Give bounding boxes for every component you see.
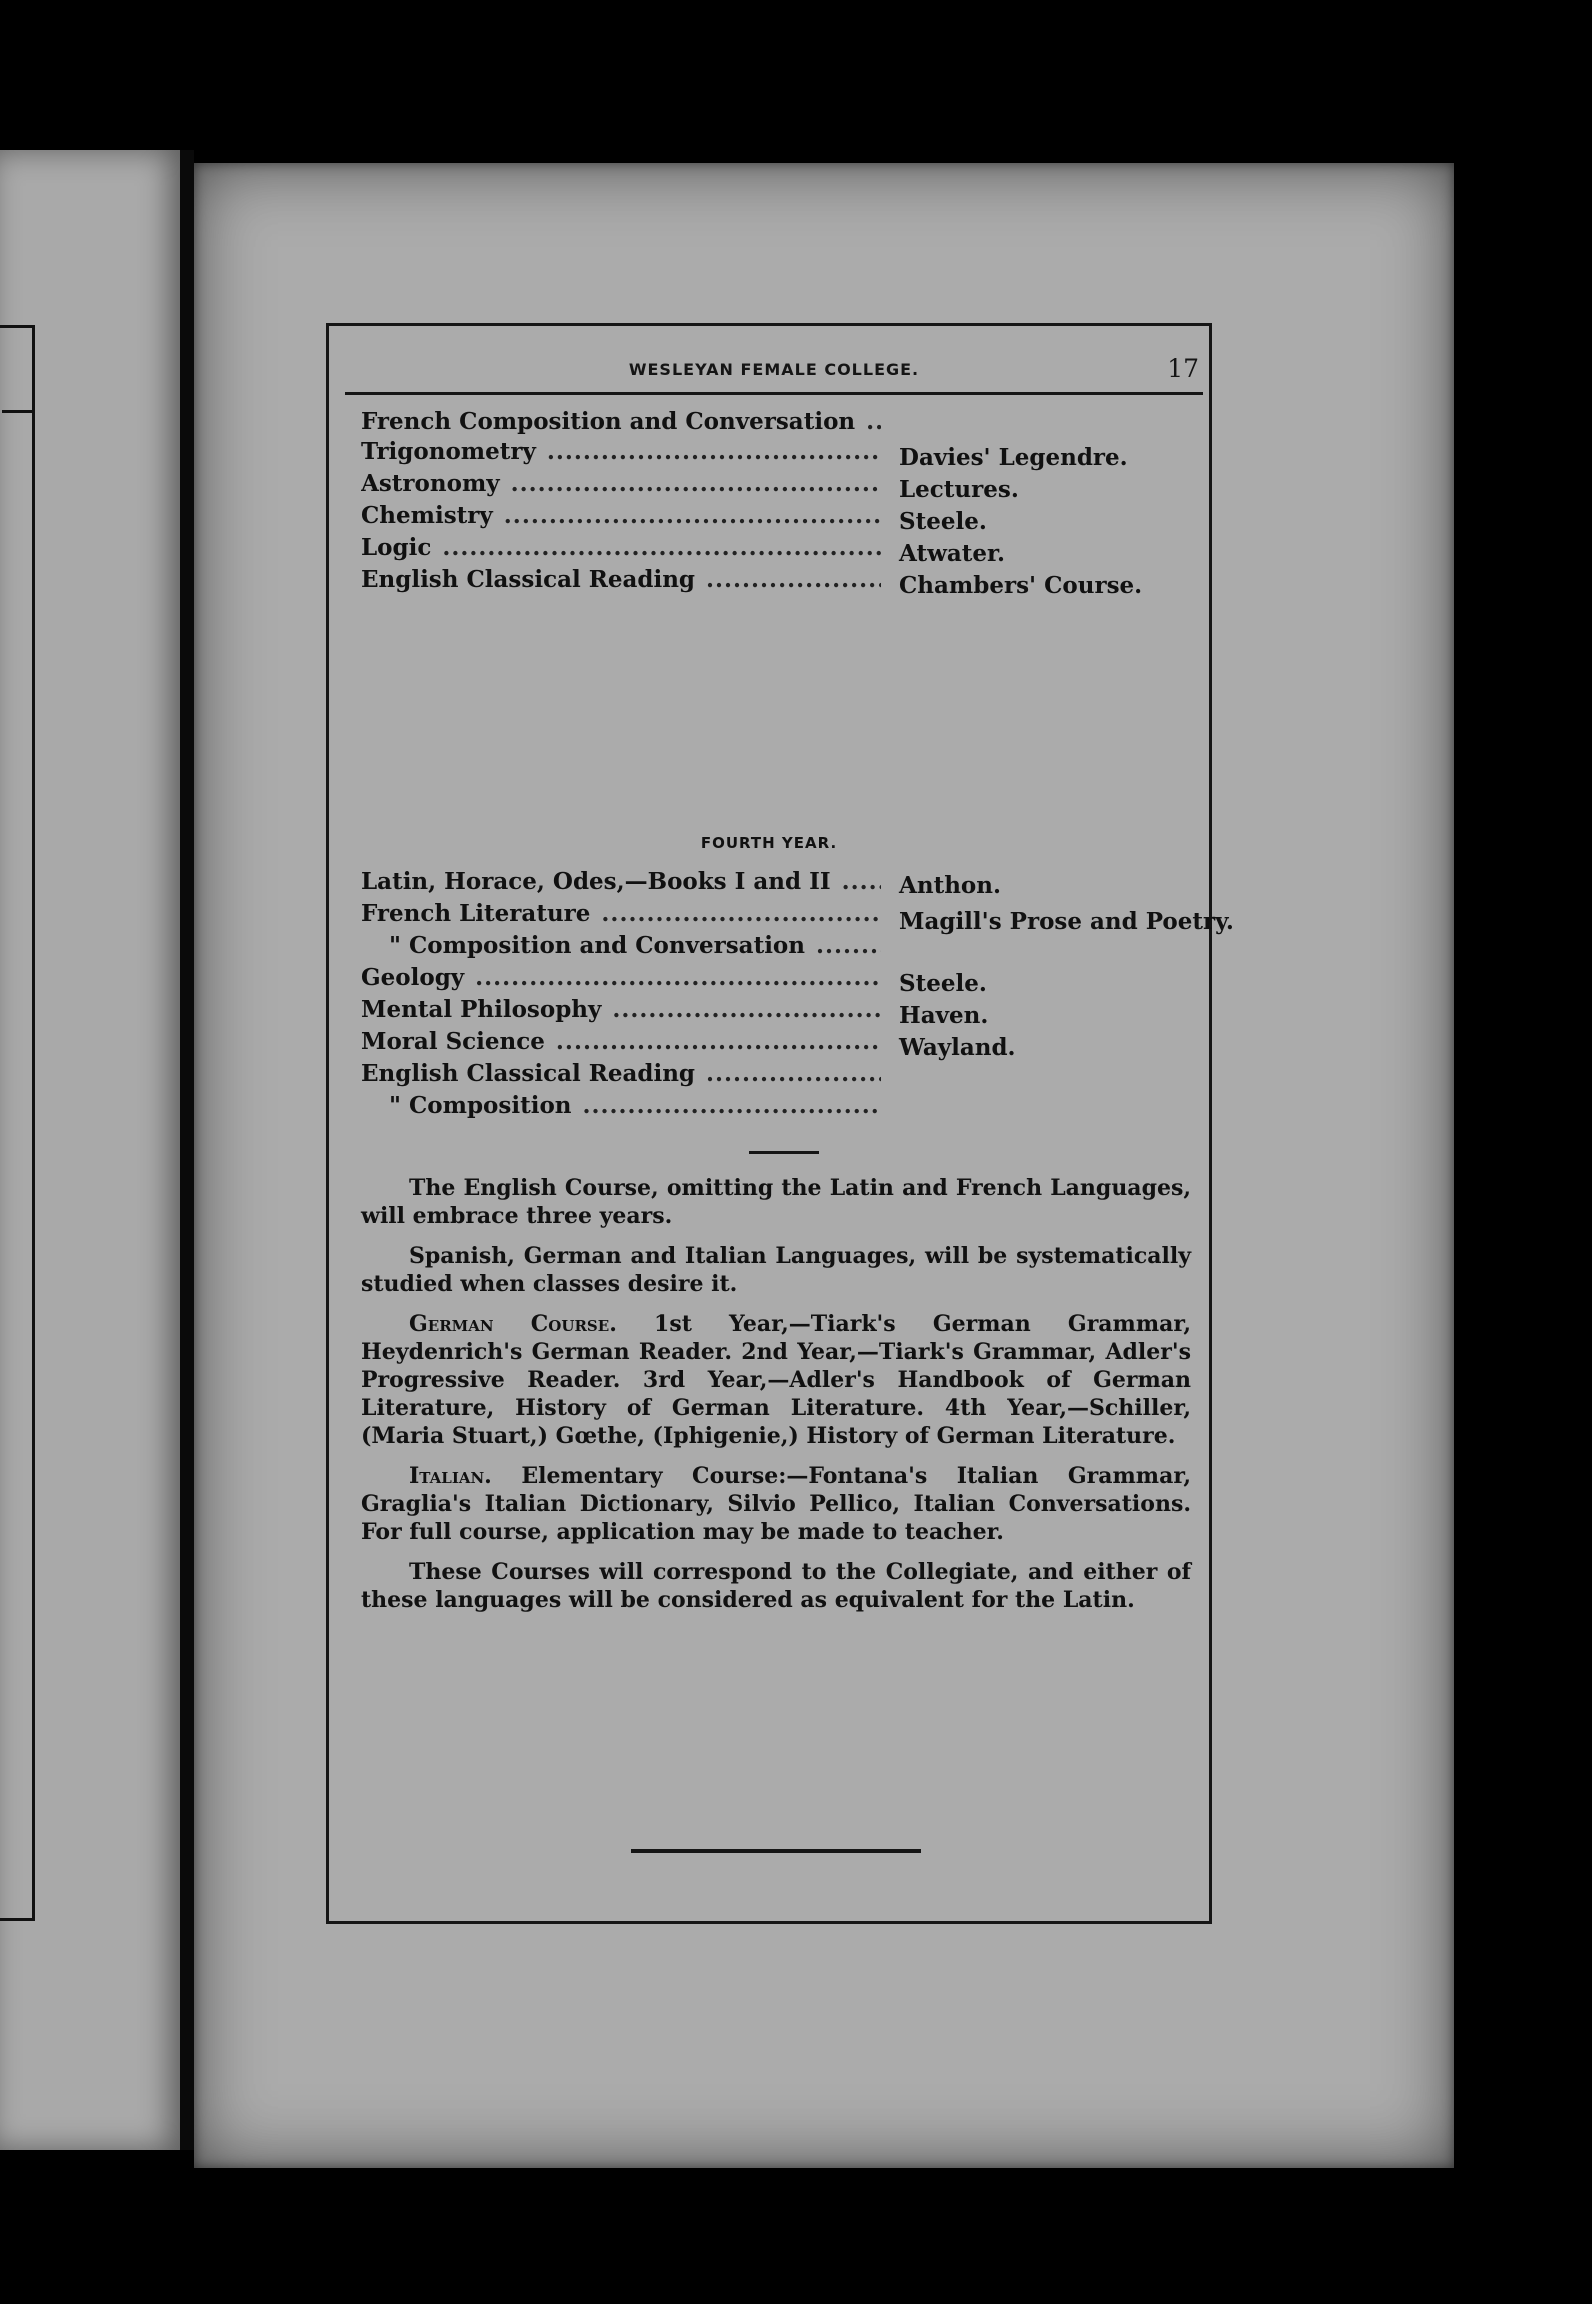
course-row xyxy=(361,866,1181,898)
course-subject: Trigonometry xyxy=(361,438,536,465)
page-frame xyxy=(326,323,1234,1924)
course-subject: French Literature xyxy=(361,900,591,927)
italian-course-text: Elementary Course:—Fontana's Italian Grammar, Graglia's Italian Dictionary, Silvio Pellico, Italian Conversations. For full course, application may be made to teacher. xyxy=(361,1463,1191,1545)
italian-course-paragraph xyxy=(361,1462,1191,1546)
course-subject: " Composition and Conversation xyxy=(361,932,807,959)
course-textbook: Wayland. xyxy=(899,1034,1016,1061)
course-row xyxy=(361,898,1234,935)
fourth-year-course-list xyxy=(361,866,1234,1122)
page-number: 17 xyxy=(1167,354,1199,383)
german-course-text: 1st Year,—Tiark's German Grammar, Heydenrich's German Reader. 2nd Year,—Tiark's Grammar, Adler's Progressive Reader. 3rd Year,—Adler's Handbook of German Literature, History of German Literature. 4th Year,—Schiller, (Maria Stuart,) Gœthe, (Iphigenie,) History of German Literature. xyxy=(361,1311,1191,1449)
course-row xyxy=(361,930,1181,962)
course-row xyxy=(361,1026,1181,1061)
closing-paragraph: These Courses will correspond to the Collegiate, and either of these languages will be considered as equivalent for the Latin. xyxy=(361,1559,1191,1613)
course-notes xyxy=(361,1174,1191,1626)
course-subject: English Classical Reading xyxy=(361,1060,695,1087)
course-textbook: Lectures. xyxy=(899,476,1019,503)
course-subject: French Composition and Conversation xyxy=(361,408,856,435)
facing-page-edge xyxy=(0,150,180,2150)
italian-course-label: Italian. xyxy=(409,1463,492,1489)
course-row xyxy=(361,1090,1181,1122)
running-title: WESLEYAN FEMALE COLLEGE. xyxy=(628,360,920,379)
course-textbook: Anthon. xyxy=(899,872,1001,899)
german-course-paragraph xyxy=(361,1310,1191,1450)
book-gutter xyxy=(180,150,194,2150)
course-subject: " Composition xyxy=(361,1092,574,1119)
course-subject: Mental Philosophy xyxy=(361,996,602,1023)
course-subject: Geology xyxy=(361,964,465,991)
languages-paragraph: Spanish, German and Italian Languages, will be systematically studied when classes desire it. xyxy=(361,1243,1191,1297)
course-row xyxy=(361,564,1181,599)
third-year-course-list xyxy=(361,406,1181,599)
course-subject: Chemistry xyxy=(361,502,493,529)
page-header xyxy=(345,352,1203,395)
course-textbook: Davies' Legendre. xyxy=(899,444,1128,471)
english-course-paragraph: The English Course, omitting the Latin and French Languages, will embrace three years. xyxy=(361,1175,1191,1229)
course-subject: Astronomy xyxy=(361,470,500,497)
course-subject: Latin, Horace, Odes,—Books I and II xyxy=(361,868,831,895)
course-textbook: Steele. xyxy=(899,508,987,535)
book-page xyxy=(194,163,1454,2168)
facing-page-frame xyxy=(0,325,35,1921)
course-textbook: Chambers' Course. xyxy=(899,572,1143,599)
course-row xyxy=(361,468,1181,503)
course-textbook: Steele. xyxy=(899,970,987,997)
section-divider xyxy=(749,1151,819,1154)
course-textbook: Haven. xyxy=(899,1002,989,1029)
fourth-year-heading: FOURTH YEAR. xyxy=(700,834,838,852)
german-course-label: German Course. xyxy=(409,1311,617,1337)
course-row xyxy=(361,994,1181,1029)
facing-page-rule xyxy=(2,410,32,413)
course-row xyxy=(361,532,1181,567)
course-textbook: Magill's Prose and Poetry. xyxy=(899,908,1234,935)
course-row xyxy=(361,436,1181,471)
course-subject: Moral Science xyxy=(361,1028,545,1055)
course-textbook: Atwater. xyxy=(899,540,1006,567)
course-row xyxy=(361,962,1181,997)
course-row xyxy=(361,500,1181,535)
course-row xyxy=(361,1058,1181,1090)
course-row xyxy=(361,406,1181,436)
course-subject: English Classical Reading xyxy=(361,566,695,593)
end-rule xyxy=(631,1849,921,1853)
course-subject: Logic xyxy=(361,534,432,561)
